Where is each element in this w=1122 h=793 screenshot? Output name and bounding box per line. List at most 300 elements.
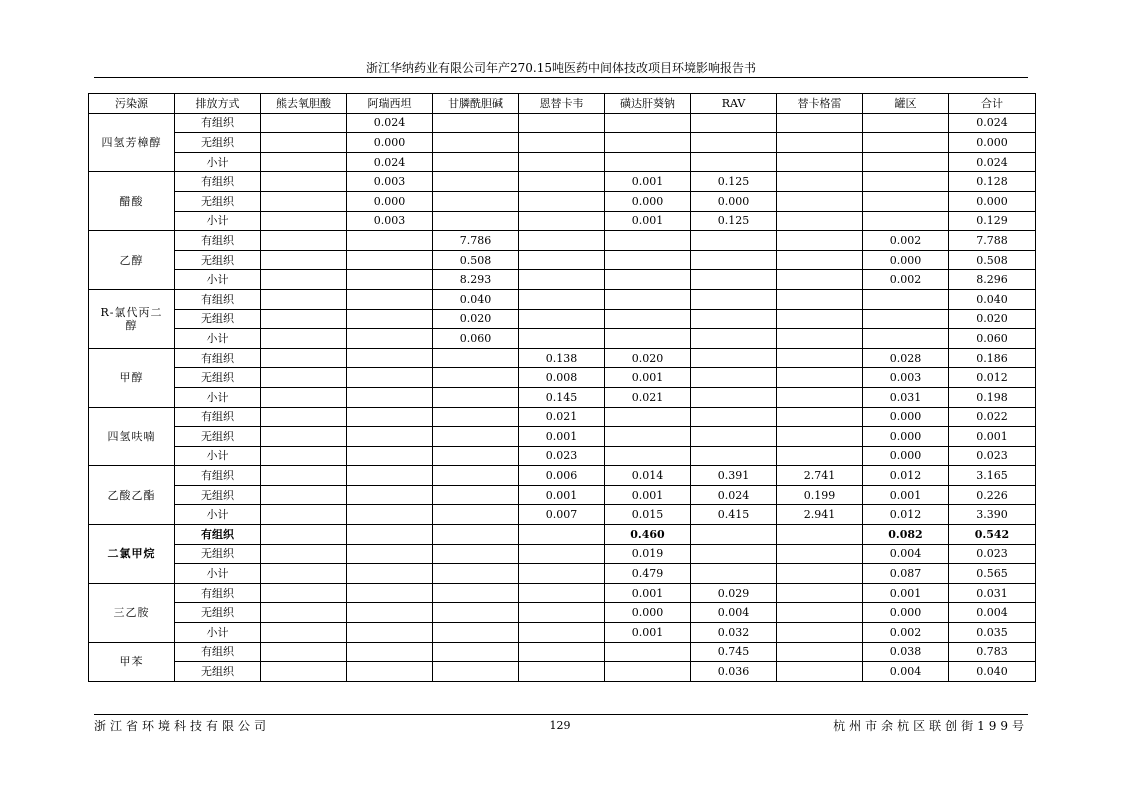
value-cell: 0.001 bbox=[605, 368, 691, 388]
value-cell bbox=[347, 329, 433, 349]
value-cell bbox=[347, 603, 433, 623]
value-cell bbox=[433, 485, 519, 505]
value-cell: 0.031 bbox=[863, 387, 949, 407]
emission-mode-cell: 小计 bbox=[175, 387, 261, 407]
value-cell bbox=[519, 623, 605, 643]
value-cell: 2.941 bbox=[777, 505, 863, 525]
footer-address: 杭州市余杭区联创街199号 bbox=[833, 719, 1028, 733]
value-cell bbox=[777, 270, 863, 290]
value-cell bbox=[605, 289, 691, 309]
emission-mode-cell: 小计 bbox=[175, 152, 261, 172]
emission-mode-cell: 无组织 bbox=[175, 544, 261, 564]
table-row bbox=[89, 113, 1036, 133]
value-cell bbox=[347, 642, 433, 662]
value-cell bbox=[261, 172, 347, 192]
emission-mode-cell: 无组织 bbox=[175, 250, 261, 270]
value-cell: 0.028 bbox=[863, 348, 949, 368]
value-cell bbox=[347, 407, 433, 427]
pollutant-source-cell: R-氯代丙二醇 bbox=[89, 289, 175, 348]
value-cell: 0.783 bbox=[949, 642, 1036, 662]
value-cell bbox=[347, 387, 433, 407]
value-cell bbox=[261, 662, 347, 682]
value-cell bbox=[605, 113, 691, 133]
value-cell: 0.001 bbox=[519, 485, 605, 505]
emission-mode-cell: 有组织 bbox=[175, 289, 261, 309]
value-cell bbox=[777, 250, 863, 270]
value-cell: 0.004 bbox=[863, 544, 949, 564]
value-cell: 0.023 bbox=[519, 446, 605, 466]
value-cell: 0.000 bbox=[347, 133, 433, 153]
emissions-table bbox=[88, 93, 1036, 682]
value-cell: 0.060 bbox=[433, 329, 519, 349]
value-cell: 0.128 bbox=[949, 172, 1036, 192]
value-cell bbox=[691, 250, 777, 270]
value-cell: 0.460 bbox=[605, 525, 691, 545]
value-cell: 0.023 bbox=[949, 544, 1036, 564]
value-cell bbox=[519, 211, 605, 231]
value-cell bbox=[777, 387, 863, 407]
value-cell bbox=[691, 113, 777, 133]
value-cell bbox=[433, 387, 519, 407]
value-cell bbox=[691, 329, 777, 349]
column-header: 替卡格雷 bbox=[777, 94, 863, 114]
table-row bbox=[89, 348, 1036, 368]
value-cell: 0.082 bbox=[863, 525, 949, 545]
pollutant-source-cell: 二氯甲烷 bbox=[89, 525, 175, 584]
table-row bbox=[89, 231, 1036, 251]
value-cell bbox=[347, 623, 433, 643]
value-cell: 0.479 bbox=[605, 564, 691, 584]
value-cell bbox=[261, 505, 347, 525]
value-cell bbox=[777, 113, 863, 133]
value-cell bbox=[261, 113, 347, 133]
value-cell bbox=[777, 642, 863, 662]
value-cell: 0.038 bbox=[863, 642, 949, 662]
value-cell bbox=[433, 191, 519, 211]
value-cell bbox=[261, 211, 347, 231]
value-cell: 0.006 bbox=[519, 466, 605, 486]
column-header: 罐区 bbox=[863, 94, 949, 114]
value-cell bbox=[347, 446, 433, 466]
value-cell bbox=[777, 152, 863, 172]
value-cell bbox=[777, 544, 863, 564]
table-row bbox=[89, 662, 1036, 682]
value-cell bbox=[605, 231, 691, 251]
emission-mode-cell: 无组织 bbox=[175, 662, 261, 682]
value-cell bbox=[691, 544, 777, 564]
table-body bbox=[89, 113, 1036, 681]
column-header: 阿瑞西坦 bbox=[347, 94, 433, 114]
value-cell bbox=[519, 329, 605, 349]
value-cell: 0.040 bbox=[433, 289, 519, 309]
emission-mode-cell: 无组织 bbox=[175, 427, 261, 447]
value-cell bbox=[433, 525, 519, 545]
value-cell: 0.508 bbox=[433, 250, 519, 270]
value-cell bbox=[261, 446, 347, 466]
column-header: 恩替卡韦 bbox=[519, 94, 605, 114]
emission-mode-cell: 有组织 bbox=[175, 407, 261, 427]
value-cell bbox=[261, 348, 347, 368]
value-cell: 0.019 bbox=[605, 544, 691, 564]
value-cell bbox=[261, 642, 347, 662]
table-row bbox=[89, 623, 1036, 643]
value-cell bbox=[433, 583, 519, 603]
value-cell: 0.508 bbox=[949, 250, 1036, 270]
table-row bbox=[89, 603, 1036, 623]
value-cell bbox=[433, 662, 519, 682]
value-cell: 0.031 bbox=[949, 583, 1036, 603]
value-cell bbox=[605, 309, 691, 329]
value-cell: 0.000 bbox=[863, 446, 949, 466]
value-cell bbox=[347, 309, 433, 329]
table-row bbox=[89, 329, 1036, 349]
value-cell bbox=[691, 368, 777, 388]
value-cell bbox=[777, 623, 863, 643]
value-cell bbox=[433, 133, 519, 153]
value-cell: 0.035 bbox=[949, 623, 1036, 643]
value-cell bbox=[347, 583, 433, 603]
value-cell: 0.001 bbox=[863, 485, 949, 505]
value-cell: 0.001 bbox=[605, 172, 691, 192]
value-cell: 0.001 bbox=[863, 583, 949, 603]
emission-mode-cell: 无组织 bbox=[175, 191, 261, 211]
value-cell: 0.000 bbox=[863, 250, 949, 270]
value-cell bbox=[261, 564, 347, 584]
value-cell: 0.565 bbox=[949, 564, 1036, 584]
value-cell: 0.002 bbox=[863, 270, 949, 290]
header-divider bbox=[94, 77, 1028, 78]
value-cell: 0.029 bbox=[691, 583, 777, 603]
value-cell bbox=[433, 466, 519, 486]
value-cell: 8.293 bbox=[433, 270, 519, 290]
value-cell: 3.165 bbox=[949, 466, 1036, 486]
value-cell: 2.741 bbox=[777, 466, 863, 486]
value-cell bbox=[433, 407, 519, 427]
value-cell bbox=[261, 133, 347, 153]
table-row bbox=[89, 133, 1036, 153]
value-cell bbox=[691, 427, 777, 447]
value-cell bbox=[261, 623, 347, 643]
value-cell: 0.000 bbox=[949, 133, 1036, 153]
value-cell bbox=[433, 368, 519, 388]
emission-mode-cell: 有组织 bbox=[175, 525, 261, 545]
table-row bbox=[89, 446, 1036, 466]
value-cell: 0.014 bbox=[605, 466, 691, 486]
emission-mode-cell: 小计 bbox=[175, 564, 261, 584]
value-cell bbox=[691, 309, 777, 329]
value-cell bbox=[863, 113, 949, 133]
value-cell bbox=[519, 309, 605, 329]
value-cell: 0.002 bbox=[863, 623, 949, 643]
value-cell: 0.001 bbox=[605, 583, 691, 603]
value-cell: 0.012 bbox=[949, 368, 1036, 388]
emission-mode-cell: 无组织 bbox=[175, 309, 261, 329]
value-cell bbox=[605, 642, 691, 662]
value-cell bbox=[347, 368, 433, 388]
table-row bbox=[89, 289, 1036, 309]
page-number: 129 bbox=[549, 719, 571, 732]
value-cell bbox=[519, 544, 605, 564]
value-cell bbox=[519, 564, 605, 584]
value-cell bbox=[433, 211, 519, 231]
value-cell bbox=[777, 309, 863, 329]
value-cell: 0.391 bbox=[691, 466, 777, 486]
value-cell bbox=[691, 387, 777, 407]
value-cell bbox=[605, 446, 691, 466]
value-cell: 0.020 bbox=[605, 348, 691, 368]
table-header-row bbox=[89, 94, 1036, 114]
emission-mode-cell: 有组织 bbox=[175, 113, 261, 133]
value-cell bbox=[347, 348, 433, 368]
column-header: 磺达肝葵钠 bbox=[605, 94, 691, 114]
value-cell bbox=[863, 289, 949, 309]
value-cell bbox=[347, 427, 433, 447]
value-cell bbox=[261, 368, 347, 388]
value-cell: 0.125 bbox=[691, 172, 777, 192]
value-cell bbox=[605, 427, 691, 447]
value-cell bbox=[519, 191, 605, 211]
value-cell: 0.000 bbox=[863, 603, 949, 623]
emission-mode-cell: 小计 bbox=[175, 446, 261, 466]
pollutant-source-cell: 醋酸 bbox=[89, 172, 175, 231]
value-cell bbox=[261, 250, 347, 270]
value-cell: 0.015 bbox=[605, 505, 691, 525]
value-cell: 0.000 bbox=[605, 603, 691, 623]
value-cell bbox=[433, 427, 519, 447]
emission-mode-cell: 小计 bbox=[175, 211, 261, 231]
value-cell bbox=[691, 231, 777, 251]
pollutant-source-cell: 四氢芳樟醇 bbox=[89, 113, 175, 172]
footer-divider bbox=[94, 714, 1028, 715]
table-row bbox=[89, 407, 1036, 427]
value-cell bbox=[777, 133, 863, 153]
column-header: RAV bbox=[691, 94, 777, 114]
value-cell: 0.001 bbox=[519, 427, 605, 447]
value-cell bbox=[347, 289, 433, 309]
value-cell bbox=[261, 329, 347, 349]
column-header: 熊去氧胆酸 bbox=[261, 94, 347, 114]
value-cell bbox=[519, 603, 605, 623]
value-cell bbox=[347, 564, 433, 584]
value-cell bbox=[433, 446, 519, 466]
value-cell: 0.000 bbox=[863, 427, 949, 447]
value-cell: 0.040 bbox=[949, 289, 1036, 309]
value-cell bbox=[261, 152, 347, 172]
value-cell: 0.004 bbox=[691, 603, 777, 623]
value-cell bbox=[261, 427, 347, 447]
value-cell bbox=[261, 544, 347, 564]
value-cell bbox=[777, 191, 863, 211]
emission-mode-cell: 小计 bbox=[175, 623, 261, 643]
value-cell: 0.020 bbox=[433, 309, 519, 329]
value-cell: 0.022 bbox=[949, 407, 1036, 427]
value-cell bbox=[777, 231, 863, 251]
value-cell bbox=[777, 368, 863, 388]
value-cell bbox=[347, 466, 433, 486]
value-cell: 0.001 bbox=[605, 211, 691, 231]
value-cell: 0.007 bbox=[519, 505, 605, 525]
value-cell: 0.008 bbox=[519, 368, 605, 388]
value-cell: 0.003 bbox=[347, 211, 433, 231]
value-cell bbox=[261, 289, 347, 309]
value-cell bbox=[261, 485, 347, 505]
table-row bbox=[89, 270, 1036, 290]
value-cell bbox=[777, 172, 863, 192]
table-row bbox=[89, 309, 1036, 329]
column-header: 合计 bbox=[949, 94, 1036, 114]
table-row bbox=[89, 191, 1036, 211]
value-cell: 0.199 bbox=[777, 485, 863, 505]
value-cell: 0.040 bbox=[949, 662, 1036, 682]
value-cell: 0.125 bbox=[691, 211, 777, 231]
value-cell bbox=[863, 329, 949, 349]
value-cell bbox=[519, 662, 605, 682]
column-header: 污染源 bbox=[89, 94, 175, 114]
value-cell bbox=[519, 250, 605, 270]
value-cell bbox=[261, 309, 347, 329]
emission-mode-cell: 有组织 bbox=[175, 466, 261, 486]
emission-mode-cell: 小计 bbox=[175, 270, 261, 290]
value-cell bbox=[433, 564, 519, 584]
value-cell bbox=[777, 662, 863, 682]
value-cell: 0.021 bbox=[519, 407, 605, 427]
value-cell bbox=[605, 662, 691, 682]
value-cell bbox=[261, 525, 347, 545]
value-cell bbox=[691, 289, 777, 309]
value-cell bbox=[519, 289, 605, 309]
value-cell: 0.000 bbox=[691, 191, 777, 211]
pollutant-source-cell: 甲苯 bbox=[89, 642, 175, 681]
value-cell: 0.024 bbox=[691, 485, 777, 505]
table-row bbox=[89, 583, 1036, 603]
value-cell bbox=[691, 348, 777, 368]
emission-mode-cell: 无组织 bbox=[175, 603, 261, 623]
value-cell bbox=[433, 172, 519, 192]
value-cell: 0.020 bbox=[949, 309, 1036, 329]
value-cell: 3.390 bbox=[949, 505, 1036, 525]
value-cell: 0.000 bbox=[347, 191, 433, 211]
value-cell bbox=[261, 407, 347, 427]
value-cell bbox=[261, 603, 347, 623]
value-cell: 7.786 bbox=[433, 231, 519, 251]
emission-mode-cell: 有组织 bbox=[175, 642, 261, 662]
value-cell bbox=[777, 603, 863, 623]
value-cell bbox=[777, 583, 863, 603]
emission-mode-cell: 有组织 bbox=[175, 348, 261, 368]
value-cell bbox=[777, 427, 863, 447]
value-cell: 0.021 bbox=[605, 387, 691, 407]
value-cell: 0.001 bbox=[605, 623, 691, 643]
value-cell bbox=[605, 152, 691, 172]
value-cell: 0.003 bbox=[347, 172, 433, 192]
value-cell bbox=[691, 152, 777, 172]
table-row bbox=[89, 544, 1036, 564]
value-cell bbox=[777, 564, 863, 584]
value-cell bbox=[347, 525, 433, 545]
value-cell bbox=[519, 113, 605, 133]
value-cell bbox=[519, 152, 605, 172]
value-cell bbox=[261, 231, 347, 251]
table-row bbox=[89, 250, 1036, 270]
value-cell bbox=[433, 505, 519, 525]
value-cell bbox=[519, 525, 605, 545]
value-cell bbox=[433, 348, 519, 368]
value-cell: 0.024 bbox=[347, 113, 433, 133]
value-cell bbox=[863, 152, 949, 172]
value-cell: 0.001 bbox=[949, 427, 1036, 447]
table-row bbox=[89, 525, 1036, 545]
value-cell bbox=[347, 250, 433, 270]
value-cell: 0.012 bbox=[863, 466, 949, 486]
value-cell: 0.000 bbox=[605, 191, 691, 211]
value-cell: 0.745 bbox=[691, 642, 777, 662]
value-cell bbox=[691, 446, 777, 466]
value-cell bbox=[777, 329, 863, 349]
value-cell: 0.024 bbox=[949, 152, 1036, 172]
value-cell: 7.788 bbox=[949, 231, 1036, 251]
value-cell bbox=[519, 172, 605, 192]
pollutant-source-cell: 乙醇 bbox=[89, 231, 175, 290]
value-cell bbox=[347, 270, 433, 290]
value-cell bbox=[691, 133, 777, 153]
value-cell: 0.024 bbox=[347, 152, 433, 172]
value-cell: 0.024 bbox=[949, 113, 1036, 133]
emission-mode-cell: 有组织 bbox=[175, 583, 261, 603]
value-cell: 0.004 bbox=[863, 662, 949, 682]
pollutant-source-cell: 三乙胺 bbox=[89, 583, 175, 642]
value-cell bbox=[433, 623, 519, 643]
table-row bbox=[89, 564, 1036, 584]
table-row bbox=[89, 505, 1036, 525]
value-cell bbox=[519, 642, 605, 662]
value-cell: 0.226 bbox=[949, 485, 1036, 505]
value-cell bbox=[347, 485, 433, 505]
value-cell bbox=[691, 407, 777, 427]
value-cell: 0.060 bbox=[949, 329, 1036, 349]
value-cell bbox=[433, 113, 519, 133]
value-cell bbox=[347, 505, 433, 525]
value-cell bbox=[261, 191, 347, 211]
value-cell bbox=[691, 525, 777, 545]
value-cell bbox=[519, 231, 605, 251]
value-cell bbox=[691, 270, 777, 290]
value-cell bbox=[777, 211, 863, 231]
value-cell bbox=[519, 270, 605, 290]
emission-mode-cell: 无组织 bbox=[175, 133, 261, 153]
emission-mode-cell: 无组织 bbox=[175, 368, 261, 388]
value-cell: 0.003 bbox=[863, 368, 949, 388]
value-cell: 0.000 bbox=[863, 407, 949, 427]
value-cell: 0.198 bbox=[949, 387, 1036, 407]
table-row bbox=[89, 485, 1036, 505]
value-cell: 0.138 bbox=[519, 348, 605, 368]
value-cell bbox=[433, 544, 519, 564]
emission-mode-cell: 有组织 bbox=[175, 231, 261, 251]
value-cell bbox=[261, 387, 347, 407]
column-header: 甘膦酰胆碱 bbox=[433, 94, 519, 114]
value-cell bbox=[777, 348, 863, 368]
value-cell: 0.000 bbox=[949, 191, 1036, 211]
value-cell bbox=[347, 544, 433, 564]
value-cell bbox=[777, 289, 863, 309]
emission-mode-cell: 有组织 bbox=[175, 172, 261, 192]
value-cell: 0.542 bbox=[949, 525, 1036, 545]
value-cell: 0.415 bbox=[691, 505, 777, 525]
footer-company: 浙江省环境科技有限公司 bbox=[94, 719, 271, 733]
value-cell bbox=[863, 309, 949, 329]
value-cell: 0.001 bbox=[605, 485, 691, 505]
value-cell bbox=[777, 525, 863, 545]
